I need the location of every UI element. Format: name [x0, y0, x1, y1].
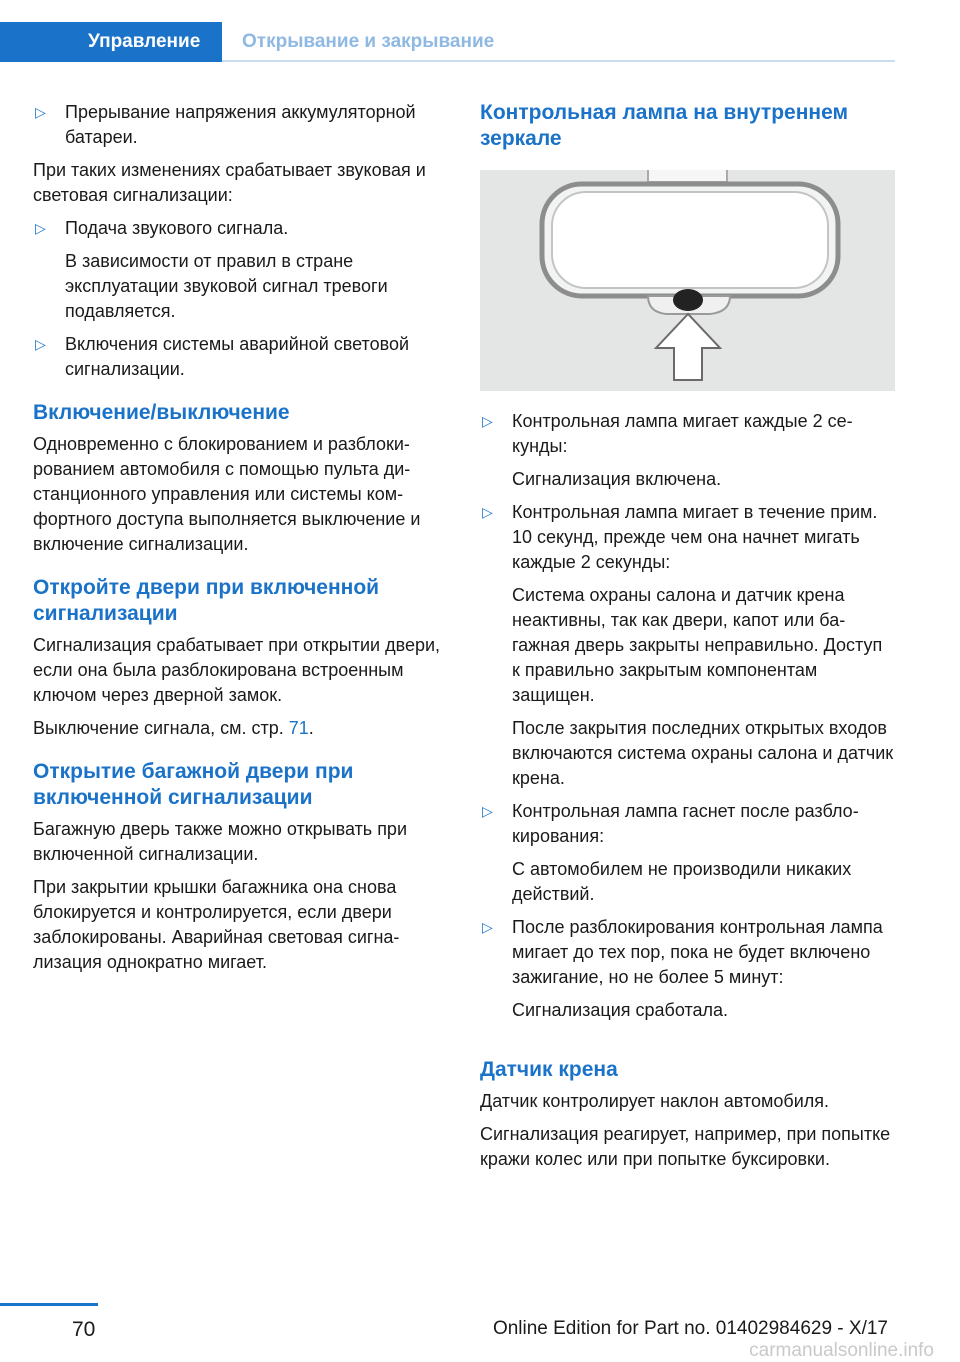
right-column — [480, 100, 895, 1180]
section-title: Открывание и закрывание — [242, 31, 495, 52]
section-heading: Откройте двери при включенной сигнализации — [33, 576, 380, 625]
list-item-detail: Сигнализация сработала. — [512, 1000, 729, 1020]
list-item: ▷ Подача звукового сигнала. — [33, 216, 448, 241]
edition-note: Online Edition for Part no. 01402984629 - X/17 — [492, 1318, 888, 1339]
section-heading: Датчик крена — [480, 1058, 618, 1081]
paragraph: Сигнализация реагирует, например, при попытке кражи колес или при попытке буксировки. — [480, 1124, 891, 1169]
list-item: ▷ Прерывание напряжения аккумуляторной батареи. — [35, 102, 416, 147]
bullet-triangle-icon: ▷ — [482, 504, 493, 520]
page-number: 70 — [72, 1318, 96, 1341]
footer-rule — [0, 1303, 98, 1306]
paragraph: При таких изменениях срабатывает звуковая и световая сигнализации: — [33, 160, 426, 205]
section-heading: Открытие багажной двери при включенной сигнализации — [33, 760, 354, 809]
rearview-mirror-illustration — [480, 170, 895, 391]
section-heading: Включение/выключение — [33, 401, 290, 424]
list-item-detail: Система охраны салона и датчик крена неактивны, так как двери, капот или багажная дверь закрыты неправильно. Доступ к правильно закрытым компонентам защищен. — [512, 585, 883, 705]
list-item-detail: После закрытия последних открытых входов включаются система охраны салона и датчик крена. — [512, 718, 894, 788]
list-item: ▷ Включения системы аварийной световой сигнализации. — [35, 334, 410, 379]
bullet-triangle-icon: ▷ — [482, 413, 493, 429]
paragraph: Одновременно с блокированием и разблокированием автомобиля с помощью пульта дистанционного управления или системы комфортного доступа выполняется выключение и включение сигнализации. — [33, 434, 421, 554]
page-reference-link[interactable]: 71 — [288, 718, 309, 738]
paragraph: Багажную дверь также можно открывать при включенной сигнализации. — [33, 819, 408, 864]
section-heading: Контрольная лампа на внутреннем зеркале — [480, 101, 849, 150]
list-item-detail: Сигнализация включена. — [512, 469, 722, 489]
bullet-triangle-icon: ▷ — [35, 220, 46, 236]
list-item-detail: С автомобилем не производили никаких действий. — [512, 859, 852, 904]
list-item-detail: В зависимости от правил в стране эксплуатации звуковой сигнал тревоги подавляется. — [65, 251, 388, 321]
bullet-triangle-icon: ▷ — [482, 803, 493, 819]
bullet-triangle-icon: ▷ — [35, 104, 46, 120]
list-item: ▷ Контрольная лампа мигает в течение прим. 10 секунд, прежде чем она начнет мигать каждые 2 секунды: — [482, 502, 878, 572]
bullet-triangle-icon: ▷ — [482, 919, 493, 935]
chapter-tab: Управление — [0, 22, 222, 62]
list-item: ▷ Контрольная лампа гаснет после разблокирования: — [482, 801, 859, 846]
watermark: carmanualsonline.info — [749, 1340, 934, 1361]
bullet-triangle-icon: ▷ — [35, 336, 46, 352]
paragraph: Сигнализация срабатывает при открытии двери, если она была разблокирована встроенным ключом через дверной замок. — [33, 635, 441, 705]
paragraph: Выключение сигнала, см. стр. 71. — [33, 718, 314, 738]
list-item: ▷ Контрольная лампа мигает каждые 2 секунды: — [482, 411, 853, 456]
mirror-indicator-image — [480, 170, 895, 391]
list-item: ▷ После разблокирования контрольная лампа мигает до тех пор, пока не будет включено зажигание, но не более 5 минут: — [482, 917, 883, 987]
paragraph: При закрытии крышки багажника она снова блокируется и контролируется, если двери заблокированы. Аварийная световая сигнализация однократно мигает. — [33, 877, 400, 972]
paragraph: Датчик контролирует наклон автомобиля. — [480, 1091, 829, 1111]
header-rule — [222, 60, 895, 62]
left-column — [33, 100, 448, 983]
